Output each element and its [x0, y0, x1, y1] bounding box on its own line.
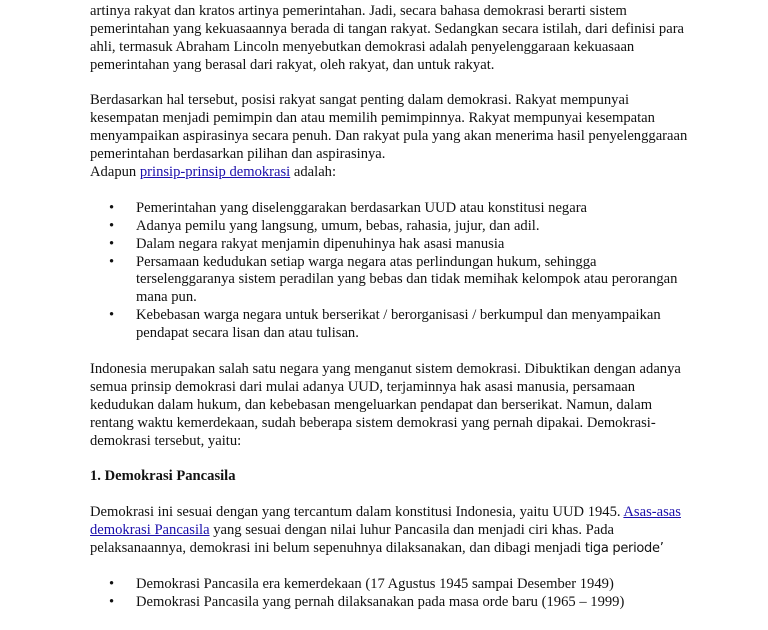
list-item: • Adanya pemilu yang langsung, umum, bebas, rahasia, jujur, dan adil. [109, 217, 540, 234]
position-paragraph: Berdasarkan hal tersebut, posisi rakyat sangat penting dalam demokrasi. Rakyat mempunyai kesempatan menjadi pemimpin dan atau memilih pemimpinnya. Rakyat mempunyai kesempatan menyampaikan aspirasinya secara penuh. Dan rakyat pula yang akan menerima hasil penyelenggaraan pemerintahan berdasarkan pilihan dan aspirasinya. [90, 92, 688, 163]
list-item: • Persamaan kedudukan setiap warga negara atas perlindungan hukum, sehingga terselenggaranya sistem peradilan yang bebas dan tidak memihak kelompok atau perorangan mana pun. [109, 253, 678, 306]
pancasila-tail: tiga periode’ [584, 541, 664, 557]
list-item: • Kebebasan warga negara untuk berserikat / berorganisasi / berkumpul dan menyampaikan pendapat secara lisan dan atau tulisan. [109, 307, 661, 342]
intro-line1-pre [90, 0, 497, 1]
adapun-pre: Adapun [90, 164, 140, 181]
bullet-icon: • [109, 235, 115, 252]
bullet-icon: • [109, 199, 115, 216]
list-item: • Demokrasi Pancasila era kemerdekaan (17 Agustus 1945 sampai Desember 1949) [109, 575, 614, 592]
principles-link[interactable]: prinsip-prinsip demokrasi [139, 164, 291, 181]
pancasila-pre: Demokrasi ini sesuai dengan yang tercantum dalam konstitusi Indonesia, yaitu UUD 1945. [90, 504, 624, 521]
term-demos [497, 0, 534, 1]
pancasila-principles-link[interactable]: Asas-asas demokrasi Pancasila [90, 504, 681, 539]
section-heading-pancasila: 1. Demokrasi Pancasila [90, 468, 236, 485]
adapun-line [90, 164, 690, 182]
list-item: • Dalam negara rakyat menjamin dipenuhinya hak asasi manusia [109, 235, 505, 252]
document-page [90, 0, 690, 630]
intro-line1-post [599, 0, 648, 1]
bullet-icon: • [109, 593, 115, 610]
term-kratos [563, 0, 599, 1]
list-item: • Pemerintahan yang diselenggarakan berdasarkan UUD atau konstitusi negara [109, 199, 588, 216]
bullet-icon: • [109, 253, 115, 270]
bullet-icon: • [109, 217, 115, 234]
intro-paragraph [90, 0, 690, 75]
pancasila-post: yang sesuai dengan nilai luhur Pancasila dan menjadi ciri khas. Pada pelaksanaannya, demokrasi ini belum sepenuhnya dilaksanakan, dan dibagi menjadi [90, 522, 615, 557]
indonesia-paragraph: Indonesia merupakan salah satu negara yang menganut sistem demokrasi. Dibuktikan dengan adanya semua prinsip demokrasi dari mulai adanya UUD, terjaminnya hak asasi manusia, persamaan kedudukan dalam hukum, dan kebebasan mengeluarkan pendapat dan berserikat. Namun, dalam rentang waktu kemerdekaan, sudah beberapa sistem demokrasi yang pernah dipakai. Demokrasi-demokrasi tersebut, yaitu: [90, 360, 681, 449]
pancasila-paragraph [90, 504, 690, 558]
principles-list [90, 200, 690, 343]
bullet-icon: • [109, 307, 115, 324]
intro-conj [534, 0, 562, 1]
list-item: • Demokrasi Pancasila yang pernah dilaksanakan pada masa orde baru (1965 – 1999) [109, 593, 625, 610]
intro-rest: artinya rakyat dan kratos artinya pemerintahan. Jadi, secara bahasa demokrasi berarti sistem pemerintahan yang kekuasaannya berada di tangan rakyat. Sedangkan secara istilah, dari definisi para ahli, termasuk Abraham Lincoln menyebutkan demokrasi adalah penyelenggaraan kekuasaan pemerintahan yang berasal dari rakyat, oleh rakyat, dan untuk rakyat. [90, 2, 685, 73]
periods-list [90, 576, 690, 612]
adapun-post: adalah: [290, 164, 337, 181]
bullet-icon: • [109, 575, 115, 592]
